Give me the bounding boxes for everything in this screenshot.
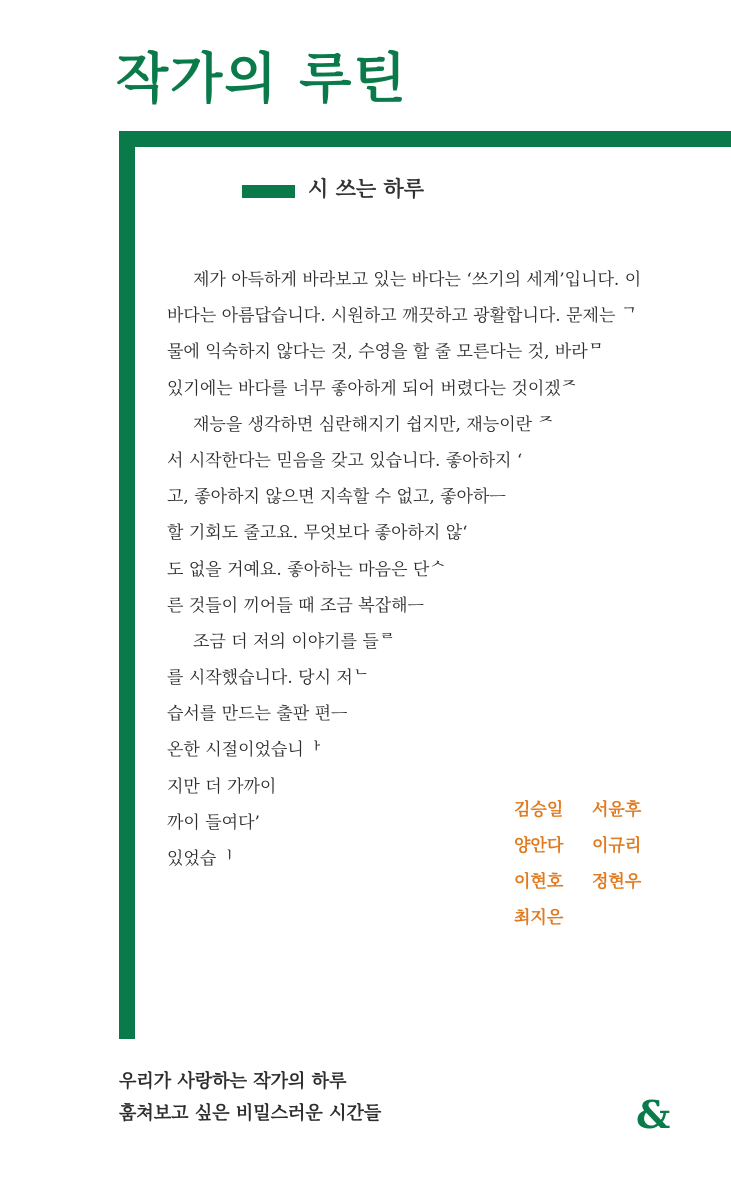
author-list	[514, 792, 662, 936]
author-name: 이현호	[514, 872, 564, 892]
tagline-line-2: 훔쳐보고 싶은 비밀스러운 시간들	[119, 1103, 382, 1124]
author-name: 이규리	[592, 836, 642, 856]
excerpt-line: 재능을 생각하면 심란해지기 쉽지만, 재능이란 ᄌ	[193, 414, 554, 435]
section-title: 시 쓰는 하루	[308, 177, 425, 201]
excerpt-line: 를 시작했습니다. 당시 저ᄂ	[167, 668, 370, 689]
excerpt-line: 있었습ᅵ	[167, 849, 233, 869]
excerpt-line: 할 기회도 줄고요. 무엇보다 좋아하지 않‘	[167, 523, 468, 544]
excerpt-line: 바다는 아름답습니다. 시원하고 깨끗하고 광활합니다. 문제는 ᄀ	[167, 306, 638, 327]
section-marker-bar	[242, 185, 295, 198]
book-title: 작가의 루틴	[116, 47, 408, 110]
author-name: 양안다	[514, 836, 564, 856]
tagline-line-1: 우리가 사랑하는 작가의 하루	[119, 1071, 347, 1092]
excerpt-line: 서 시작한다는 믿음을 갖고 있습니다. 좋아하지 ‘	[167, 450, 523, 471]
tagline	[119, 1066, 381, 1130]
green-frame-left-bar	[119, 131, 135, 1039]
excerpt-line: 까이 들여다’	[167, 812, 260, 833]
excerpt-line: 른 것들이 끼어들 때 조금 복잡해ᅳ	[167, 595, 424, 616]
excerpt-line: 도 없을 거예요. 좋아하는 마음은 단ᄉ	[167, 559, 446, 580]
author-name: 서윤후	[592, 800, 642, 820]
author-name: 김승일	[514, 800, 564, 820]
publisher-ampersand-logo: &	[636, 1092, 671, 1137]
excerpt-line: 습서를 만드는 출판 편ᅳ	[167, 704, 348, 725]
green-frame-top-bar	[119, 131, 731, 147]
excerpt-line: 제가 아득하게 바라보고 있는 바다는 ‘쓰기의 세계’입니다. 이	[193, 270, 642, 290]
excerpt-line: 조금 더 저의 이야기를 들ᄅ	[193, 631, 396, 652]
excerpt-line: 있기에는 바다를 너무 좋아하게 되어 버렸다는 것이겠ᄌ	[167, 378, 578, 399]
excerpt-line: 온한 시절이었습니ᅡ	[167, 740, 321, 761]
excerpt-line: 지만 더 가까이	[167, 776, 277, 797]
author-name: 정현우	[592, 872, 642, 892]
excerpt-line: 물에 익숙하지 않다는 것, 수영을 할 줄 모른다는 것, 바라ᄆ	[167, 342, 605, 363]
excerpt-line: 고, 좋아하지 않으면 지속할 수 없고, 좋아하ᅳ	[167, 487, 506, 508]
author-name: 최지은	[514, 908, 564, 928]
